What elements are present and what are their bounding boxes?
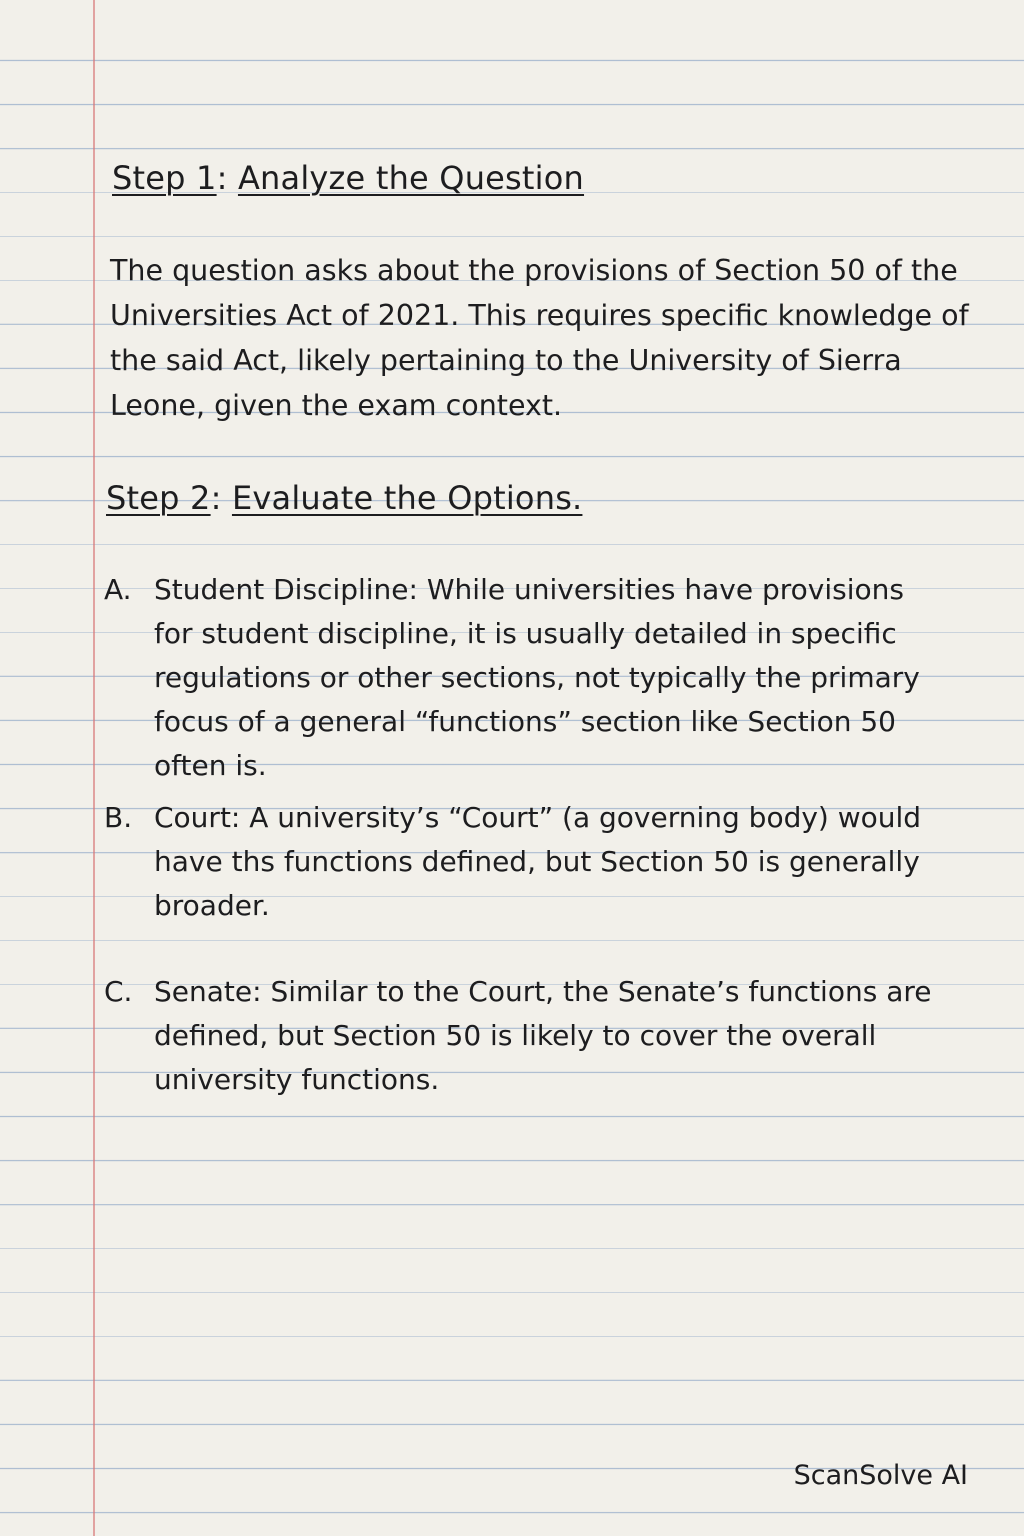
step2-heading [106, 476, 582, 520]
option-c-letter: C. [104, 975, 133, 1008]
option-a [104, 568, 944, 788]
step1-heading [112, 156, 584, 200]
option-c-text: Senate: Similar to the Court, the Senate’s functions are defined, but Section 50 is likely to cover the overall university functions. [154, 975, 932, 1096]
step2-separator: : [210, 479, 222, 517]
option-b [104, 796, 944, 928]
step2-title: Evaluate the Options. [231, 479, 583, 517]
option-b-text: Court: A university’s “Court” (a governing body) would have ths functions defined, but Section 50 is generally broader. [154, 801, 922, 922]
brand-watermark: ScanSolve AI [793, 1460, 968, 1491]
step1-paragraph: The question asks about the provisions of Section 50 of the Universities Act of 2021. This requires specific knowledge of the said Act, likely pertaining to the University of Sierra Leone, given the exam context. [110, 254, 969, 422]
margin-line [93, 0, 95, 1536]
option-a-text: Student Discipline: While universities have provisions for student discipline, it is usually detailed in specific regulations or other sections, not typically the primary focus of a general “functions” section like Section 50 often is. [154, 573, 920, 782]
option-b-letter: B. [104, 801, 133, 834]
step1-separator: : [216, 159, 228, 197]
step1-title: Analyze the Question [237, 159, 585, 197]
option-c [104, 970, 944, 1102]
step1-label: Step 1 [112, 159, 217, 197]
option-a-letter: A. [104, 573, 132, 606]
step2-label: Step 2 [106, 479, 211, 517]
